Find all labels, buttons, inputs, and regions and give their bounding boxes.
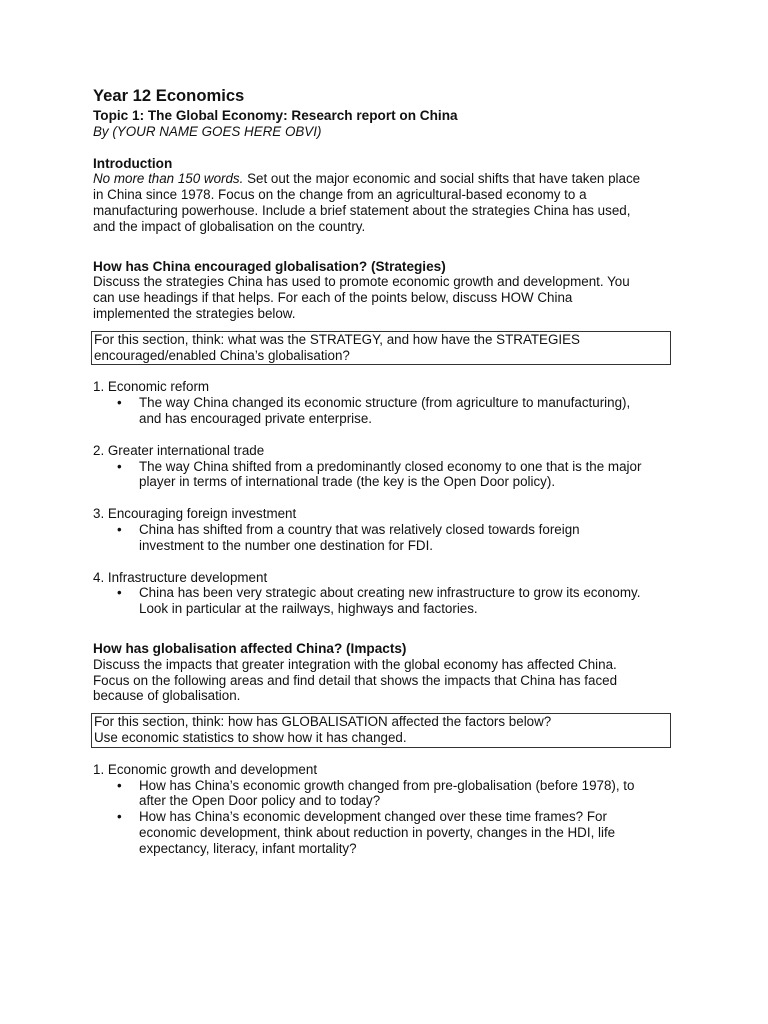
bullet-item: • How has China’s economic development changed over these time frames? For economic development, think about reduction in poverty, changes in the HDI, life expectancy, literacy, infant mortality?	[117, 809, 616, 856]
bullet-icon: •	[117, 395, 122, 411]
bullet-list	[93, 395, 678, 427]
box-line: Use economic statistics to show how it has changed.	[94, 729, 407, 745]
impacts-line: because of globalisation.	[93, 688, 241, 704]
impact-point-label: 1. Economic growth and development	[93, 761, 318, 777]
intro-line: in China since 1978. Focus on the change from an agricultural-based economy to a	[93, 187, 587, 203]
bullet-list	[93, 459, 678, 491]
strategies-heading: How has China encouraged globalisation? (Strategies)	[93, 258, 446, 274]
intro-line: No more than 150 words. Set out the major economic and social shifts that have taken place	[93, 171, 641, 187]
intro-word-limit: No more than 150 words.	[93, 171, 244, 187]
bullet-icon: •	[117, 458, 122, 474]
bullet-item: • China has been very strategic about creating new infrastructure to grow its economy. Look in particular at the railways, highways and factories.	[117, 585, 641, 617]
strategies-line: implemented the strategies below.	[93, 305, 296, 321]
bullet-item: • The way China shifted from a predominantly closed economy to one that is the major player in terms of international trade (the key is the Open Door policy).	[117, 458, 642, 490]
bullet-icon: •	[117, 521, 122, 537]
intro-line: manufacturing powerhouse. Include a brief statement about the strategies China has used,	[93, 202, 631, 218]
strategy-point-label: 2. Greater international trade	[93, 442, 265, 458]
box-line: encouraged/enabled China’s globalisation?	[94, 347, 350, 363]
bullet-list	[93, 778, 678, 857]
bullet-item: • China has shifted from a country that was relatively closed towards foreign investment to the number one destination for FDI.	[117, 521, 580, 553]
strategy-point-label: 3. Encouraging foreign investment	[93, 506, 297, 522]
strategies-line: Discuss the strategies China has used to promote economic growth and development. You	[93, 274, 630, 290]
impacts-heading: How has globalisation affected China? (Impacts)	[93, 640, 407, 656]
strategies-paragraph	[93, 274, 678, 321]
topic-heading: Topic 1: The Global Economy: Research report on China	[93, 108, 458, 123]
bullet-icon: •	[117, 777, 122, 793]
introduction-paragraph	[93, 171, 678, 234]
strategies-note-box	[91, 331, 671, 366]
impacts-paragraph	[93, 657, 678, 704]
box-line: For this section, think: how has GLOBALISATION affected the factors below?	[94, 714, 552, 730]
author-byline: By (YOUR NAME GOES HERE OBVI)	[93, 123, 322, 139]
bullet-list	[93, 522, 678, 554]
bullet-list	[93, 585, 678, 617]
strategy-point-label: 4. Infrastructure development	[93, 569, 268, 585]
bullet-icon: •	[117, 809, 122, 825]
document-title: Year 12 Economics	[93, 86, 245, 105]
box-line: For this section, think: what was the STRATEGY, and how have the STRATEGIES	[94, 331, 580, 347]
intro-line: and the impact of globalisation on the country.	[93, 218, 366, 234]
impacts-line: Focus on the following areas and find detail that shows the impacts that China has faced	[93, 672, 618, 688]
strategies-line: can use headings if that helps. For each of the points below, discuss HOW China	[93, 290, 573, 306]
strategy-point-label: 1. Economic reform	[93, 379, 210, 395]
bullet-icon: •	[117, 585, 122, 601]
introduction-heading: Introduction	[93, 155, 173, 171]
impacts-note-box	[91, 713, 671, 748]
impacts-line: Discuss the impacts that greater integration with the global economy has affected China.	[93, 656, 617, 672]
bullet-item: • How has China’s economic growth changed from pre-globalisation (before 1978), to after the Open Door policy and to today?	[117, 777, 635, 809]
bullet-item: • The way China changed its economic structure (from agriculture to manufacturing), and has encouraged private enterprise.	[117, 395, 631, 426]
